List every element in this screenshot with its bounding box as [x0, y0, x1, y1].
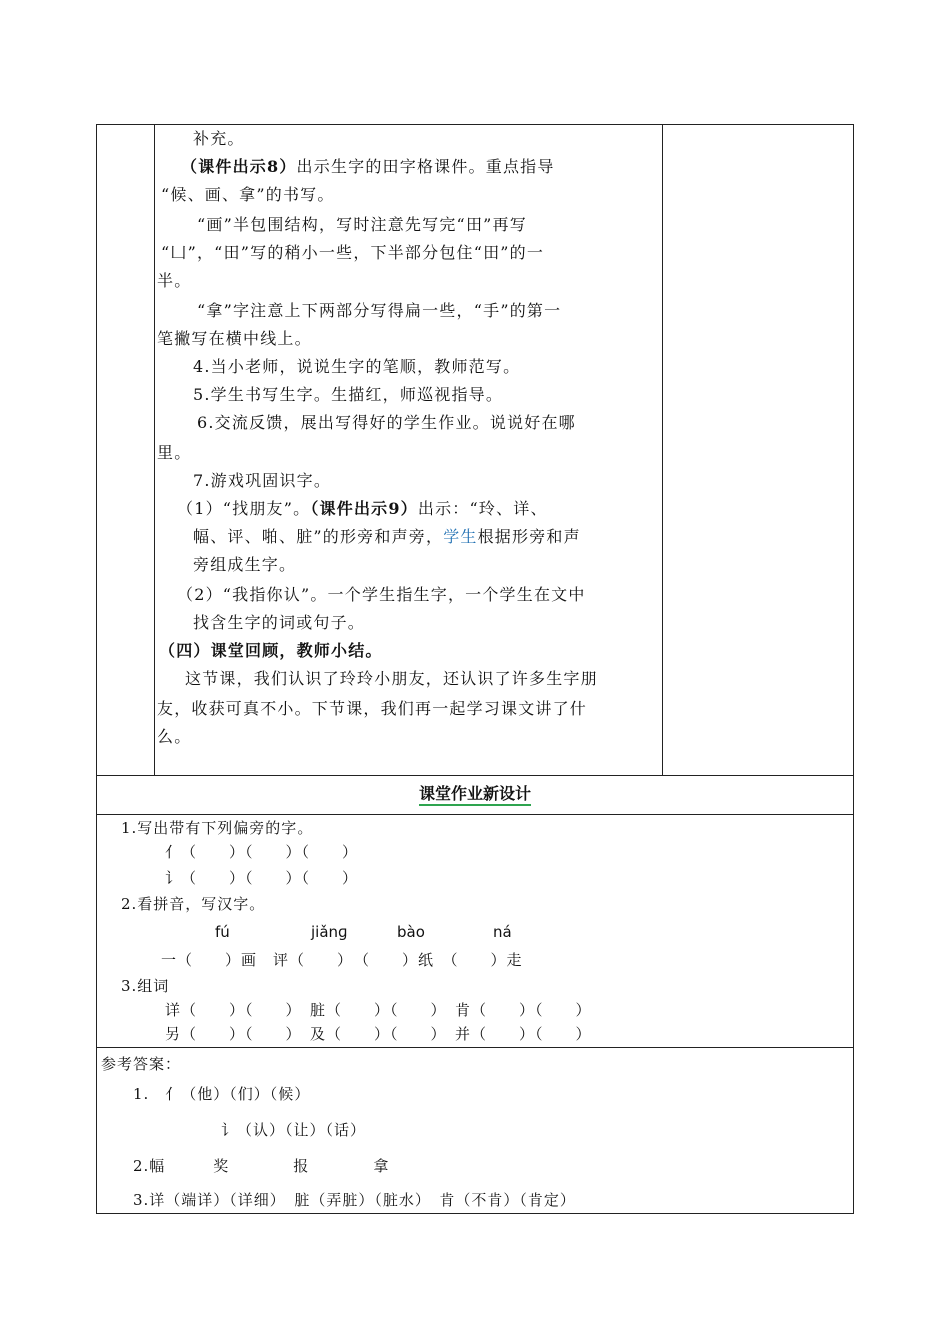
game1-link-text: 学生: [443, 527, 478, 546]
column-divider-right: [662, 125, 663, 775]
pinyin: ná: [493, 923, 512, 941]
row-divider-answers: [97, 1047, 853, 1048]
answer-1-row: 1. 亻（他）（们）（候）: [133, 1085, 311, 1103]
lesson-line: 友，收获可真不小。下节课，我们再一起学习课文讲了什: [157, 699, 588, 718]
lesson-line: 里。: [157, 443, 192, 462]
column-divider-left: [154, 125, 155, 775]
courseware9-label: （课件出示9）: [310, 499, 418, 518]
homework-q1: 1.写出带有下列偏旁的字。: [121, 819, 314, 837]
answer-1-row: 讠（认）（让）（话）: [221, 1121, 367, 1139]
lesson-line-courseware8: [181, 153, 555, 181]
lesson-line: 旁组成生字。: [193, 555, 297, 574]
lesson-line: 7.游戏巩固识字。: [193, 471, 332, 490]
lesson-table: [96, 124, 854, 1214]
lesson-line: 6.交流反馈，展出写得好的学生作业。说说好在哪: [197, 413, 576, 432]
courseware8-label: （课件出示8）: [181, 157, 297, 176]
lesson-line: “拿”字注意上下两部分写得扁一些，“手”的第一: [197, 301, 562, 320]
lesson-line: 这节课，我们认识了玲玲小朋友，还认识了许多生字朋: [185, 669, 598, 688]
lesson-line: “凵”，“田”写的稍小一些，下半部分包住“田”的一: [161, 243, 545, 262]
pinyin: jiǎnɡ: [311, 923, 348, 941]
lesson-line: （2）“我指你认”。一个学生指生字，一个学生在文中: [177, 585, 586, 604]
lesson-line: 么。: [157, 727, 192, 746]
lesson-line: 半。: [157, 271, 192, 290]
lesson-line-game1: [177, 495, 548, 523]
homework-q2-row: 一（ ）画 评（ ） （ ）纸 （ ）走: [161, 951, 523, 969]
lesson-line: 5.学生书写生字。生描红，师巡视指导。: [193, 385, 504, 404]
game1-cont: 幅、评、啪、脏”的形旁和声旁，: [193, 527, 444, 546]
lesson-line-game1-cont: [193, 523, 581, 551]
lesson-line: “候、画、拿”的书写。: [161, 185, 335, 204]
lesson-line: “画”半包围结构，写时注意先写完“田”再写: [197, 215, 527, 234]
answer-2: 2.幅 奖 报 拿: [133, 1157, 390, 1175]
homework-q3-row: 另（ ）（ ） 及（ ）（ ） 并（ ）（ ）: [165, 1025, 592, 1043]
lesson-line: 4.当小老师，说说生字的笔顺，教师范写。: [193, 357, 521, 376]
row-divider-title: [97, 775, 853, 776]
section4-heading: （四）课堂回顾，教师小结。: [159, 641, 383, 660]
game1-suffix: 出示：“玲、详、: [417, 499, 548, 518]
courseware8-text: 出示生字的田字格课件。重点指导: [296, 157, 555, 176]
game1-tail: 根据形旁和声: [477, 527, 581, 546]
lesson-line: 笔撇写在横中线上。: [157, 329, 312, 348]
answers-heading: 参考答案：: [101, 1055, 182, 1073]
homework-q1-row: 讠（ ）（ ）（ ）: [165, 869, 359, 887]
homework-title: 课堂作业新设计: [97, 781, 853, 804]
homework-q3: 3.组词: [121, 977, 170, 995]
lesson-line: 找含生字的词或句子。: [193, 613, 366, 632]
pinyin: bào: [397, 923, 425, 941]
pinyin: fú: [215, 923, 230, 941]
lesson-line: 补充。: [193, 129, 245, 148]
game1-prefix: （1）“找朋友”。: [177, 499, 311, 518]
homework-q2: 2.看拼音，写汉字。: [121, 895, 266, 913]
homework-q3-row: 详（ ）（ ） 脏（ ）（ ） 肯（ ）（ ）: [165, 1001, 592, 1019]
homework-q1-row: 亻（ ）（ ）（ ）: [165, 843, 359, 861]
row-divider-homework: [97, 814, 853, 815]
answer-3: 3.详（端详）（详细） 脏（弄脏）（脏水） 肯（不肯）（肯定）: [133, 1191, 576, 1209]
